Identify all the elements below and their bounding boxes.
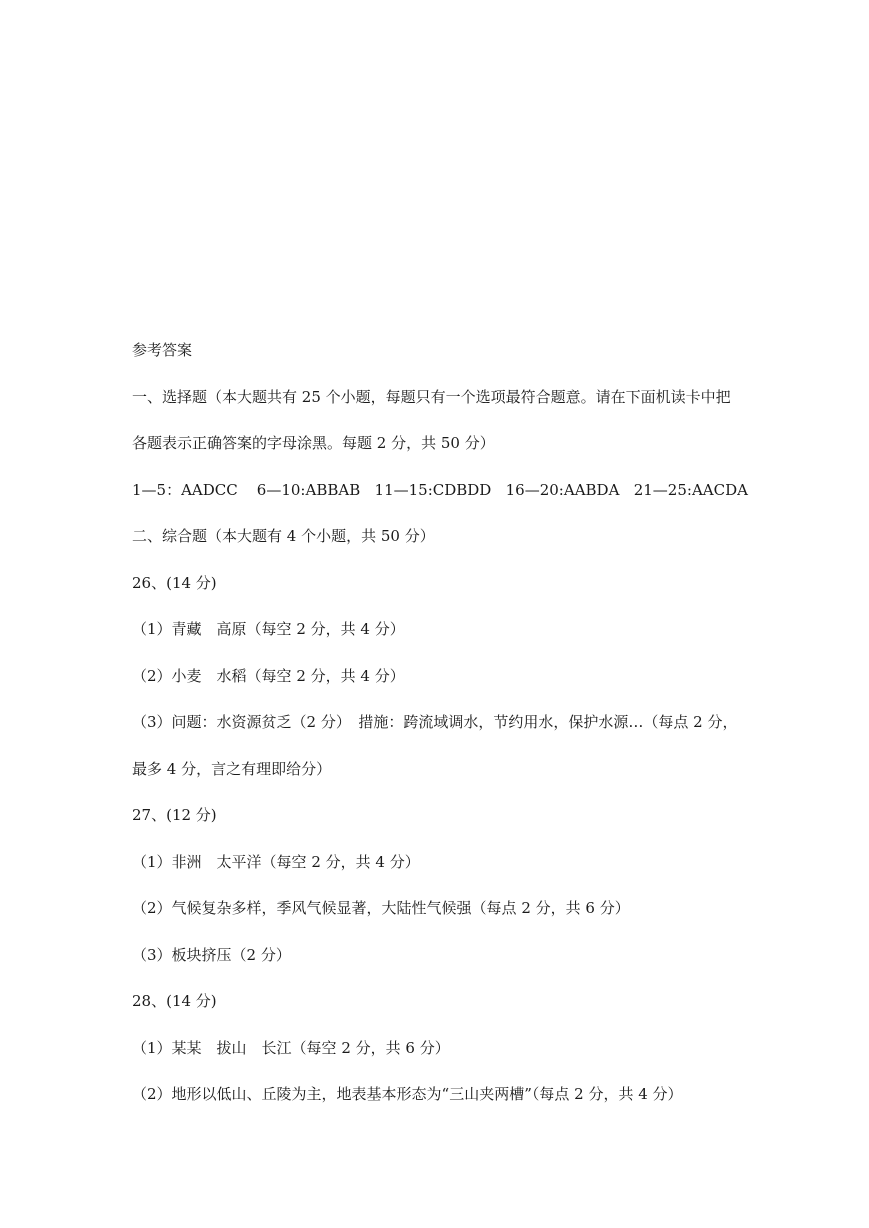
answer-document <box>132 340 752 1131</box>
section1-heading-line1: 一、选择题（本大题共有 25 个小题，每题只有一个选项最符合题意。请在下面机读卡中把 <box>132 387 731 406</box>
section1-heading-line2: 各题表示正确答案的字母涂黑。每题 2 分，共 50 分） <box>132 434 495 452</box>
q28-answer-2: （2）地形以低山、丘陵为主，地表基本形态为“三山夹两槽”（每点 2 分，共 4 分） <box>132 1085 683 1103</box>
multiple-choice-answers: 1—5：AADCC 6—10:ABBAB 11—15:CDBDD 16—20:AABDA 21—25:AACDA <box>132 480 748 499</box>
q27-answer-3: （3）板块挤压（2 分） <box>132 945 291 964</box>
q26-answer-3-line1: （3）问题：水资源贫乏（2 分） 措施：跨流域调水，节约用水，保护水源…（每点 2 分， <box>132 713 738 731</box>
q26-answer-3-line2: 最多 4 分，言之有理即给分） <box>132 759 332 778</box>
section2-heading: 二、综合题（本大题有 4 个小题，共 50 分） <box>132 527 435 545</box>
q28-answer-1: （1）某某 拔山 长江（每空 2 分，共 6 分） <box>132 1038 450 1057</box>
q26-answer-1: （1）青藏 高原（每空 2 分，共 4 分） <box>132 620 405 638</box>
q26-answer-2: （2）小麦 水稻（每空 2 分，共 4 分） <box>132 666 405 685</box>
doc-title: 参考答案 <box>132 341 193 359</box>
q27-answer-1: （1）非洲 太平洋（每空 2 分，共 4 分） <box>132 852 420 871</box>
q27-answer-2: （2）气候复杂多样，季风气候显著，大陆性气候强（每点 2 分，共 6 分） <box>132 899 630 917</box>
q27-header: 27、(12 分) <box>132 806 217 824</box>
q26-header: 26、(14 分) <box>132 573 217 592</box>
q28-header: 28、(14 分) <box>132 992 217 1010</box>
